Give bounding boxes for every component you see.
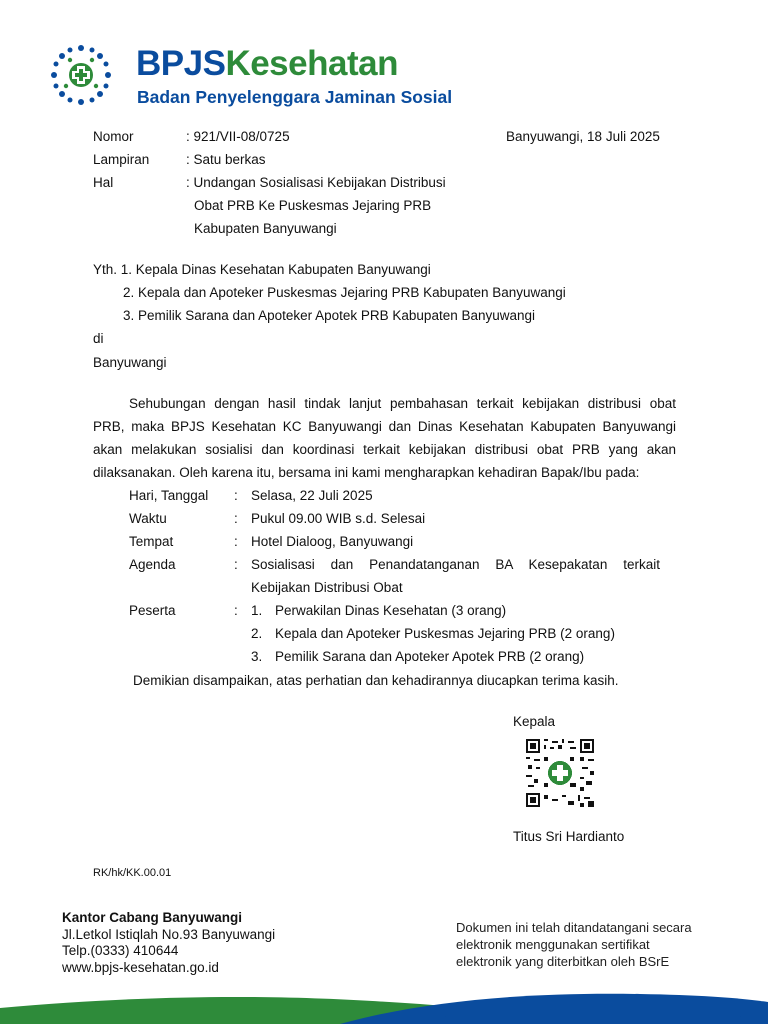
tempat-value: Hotel Dialoog, Banyuwangi xyxy=(251,534,414,549)
peserta-colon: : xyxy=(234,603,238,618)
brand-name-part1: BPJS xyxy=(136,44,226,83)
signatory-name: Titus Sri Hardianto xyxy=(513,829,625,844)
brand-name-part2: Kesehatan xyxy=(225,44,398,83)
lampiran-label: Lampiran xyxy=(93,152,150,167)
hari-value: Selasa, 22 Juli 2025 xyxy=(251,488,373,503)
hari-colon: : xyxy=(234,488,238,503)
bpjs-logo-icon xyxy=(50,44,112,106)
waktu-value: Pukul 09.00 WIB s.d. Selesai xyxy=(251,511,426,526)
hal-value-line2: Obat PRB Ke Puskesmas Jejaring PRB xyxy=(194,198,432,213)
peserta-item: Pemilik Sarana dan Apoteker Apotek PRB (2 orang) xyxy=(275,649,585,664)
footer-wave xyxy=(0,988,768,1024)
hal-value-line3: Kabupaten Banyuwangi xyxy=(194,221,337,236)
esign-note-line1: Dokumen ini telah ditandatangani secara xyxy=(456,920,692,935)
recipient-line1: Yth. 1. Kepala Dinas Kesehatan Kabupaten Banyuwangi xyxy=(93,262,431,277)
recipient-di: di xyxy=(93,331,104,346)
office-address: Jl.Letkol Istiqlah No.93 Banyuwangi xyxy=(62,926,276,942)
peserta-label: Peserta xyxy=(129,603,176,618)
waktu-label: Waktu xyxy=(129,511,167,526)
closing-text: Demikian disampaikan, atas perhatian dan kehadirannya diucapkan terima kasih. xyxy=(133,673,619,688)
agenda-colon: : xyxy=(234,557,238,572)
hal-value-line1: : Undangan Sosialisasi Kebijakan Distribusi xyxy=(186,175,446,190)
brand-name xyxy=(136,44,398,84)
tempat-colon: : xyxy=(234,534,238,549)
agenda-value-line1: Sosialisasi dan Penandatanganan BA Kesepakatan terkait xyxy=(251,557,660,572)
peserta-item: Kepala dan Apoteker Puskesmas Jejaring PRB (2 orang) xyxy=(275,626,615,641)
peserta-item: Perwakilan Dinas Kesehatan (3 orang) xyxy=(275,603,507,618)
reference-code: RK/hk/KK.00.01 xyxy=(93,867,172,879)
tempat-label: Tempat xyxy=(129,534,174,549)
body-line3: akan melakukan sosialisi dan koordinasi terkait kebijakan distribusi obat PRB yang akan xyxy=(93,442,676,457)
office-name: Kantor Cabang Banyuwangi xyxy=(62,910,243,925)
body-line4: dilaksanakan. Oleh karena itu, bersama ini kami mengharapkan kehadiran Bapak/Ibu pada: xyxy=(93,465,640,480)
nomor-label: Nomor xyxy=(93,129,134,144)
hari-label: Hari, Tanggal xyxy=(129,488,209,503)
office-info xyxy=(62,910,275,976)
hal-label: Hal xyxy=(93,175,114,190)
body-line1: Sehubungan dengan hasil tindak lanjut pembahasan terkait kebijakan distribusi obat xyxy=(129,396,676,411)
esign-note-line3: elektronik yang diterbitkan oleh BSrE xyxy=(456,954,670,969)
brand-subtitle: Badan Penyelenggara Jaminan Sosial xyxy=(137,87,453,107)
waktu-colon: : xyxy=(234,511,238,526)
body-line2: PRB, maka BPJS Kesehatan KC Banyuwangi dan Dinas Kesehatan Kabupaten Banyuwangi xyxy=(93,419,676,434)
agenda-value-line2: Kebijakan Distribusi Obat xyxy=(251,580,403,595)
nomor-value: : 921/VII-08/0725 xyxy=(186,129,290,144)
recipient-line2: 2. Kepala dan Apoteker Puskesmas Jejaring PRB Kabupaten Banyuwangi xyxy=(123,285,566,300)
qr-code-icon xyxy=(526,739,594,807)
office-phone: Telp.(0333) 410644 xyxy=(62,943,179,958)
peserta-num: 2. xyxy=(251,626,263,641)
office-website[interactable]: www.bpjs-kesehatan.go.id xyxy=(62,959,219,975)
peserta-num: 1. xyxy=(251,603,263,618)
recipient-place: Banyuwangi xyxy=(93,355,167,370)
esign-note xyxy=(456,919,692,970)
esign-note-line2: elektronik menggunakan sertifikat xyxy=(456,937,650,952)
lampiran-value: : Satu berkas xyxy=(186,152,266,167)
recipient-line3: 3. Pemilik Sarana dan Apoteker Apotek PRB Kabupaten Banyuwangi xyxy=(123,308,536,323)
signature-title: Kepala xyxy=(513,714,556,729)
letter-date: Banyuwangi, 18 Juli 2025 xyxy=(506,129,660,144)
agenda-label: Agenda xyxy=(129,557,176,572)
peserta-num: 3. xyxy=(251,649,263,664)
